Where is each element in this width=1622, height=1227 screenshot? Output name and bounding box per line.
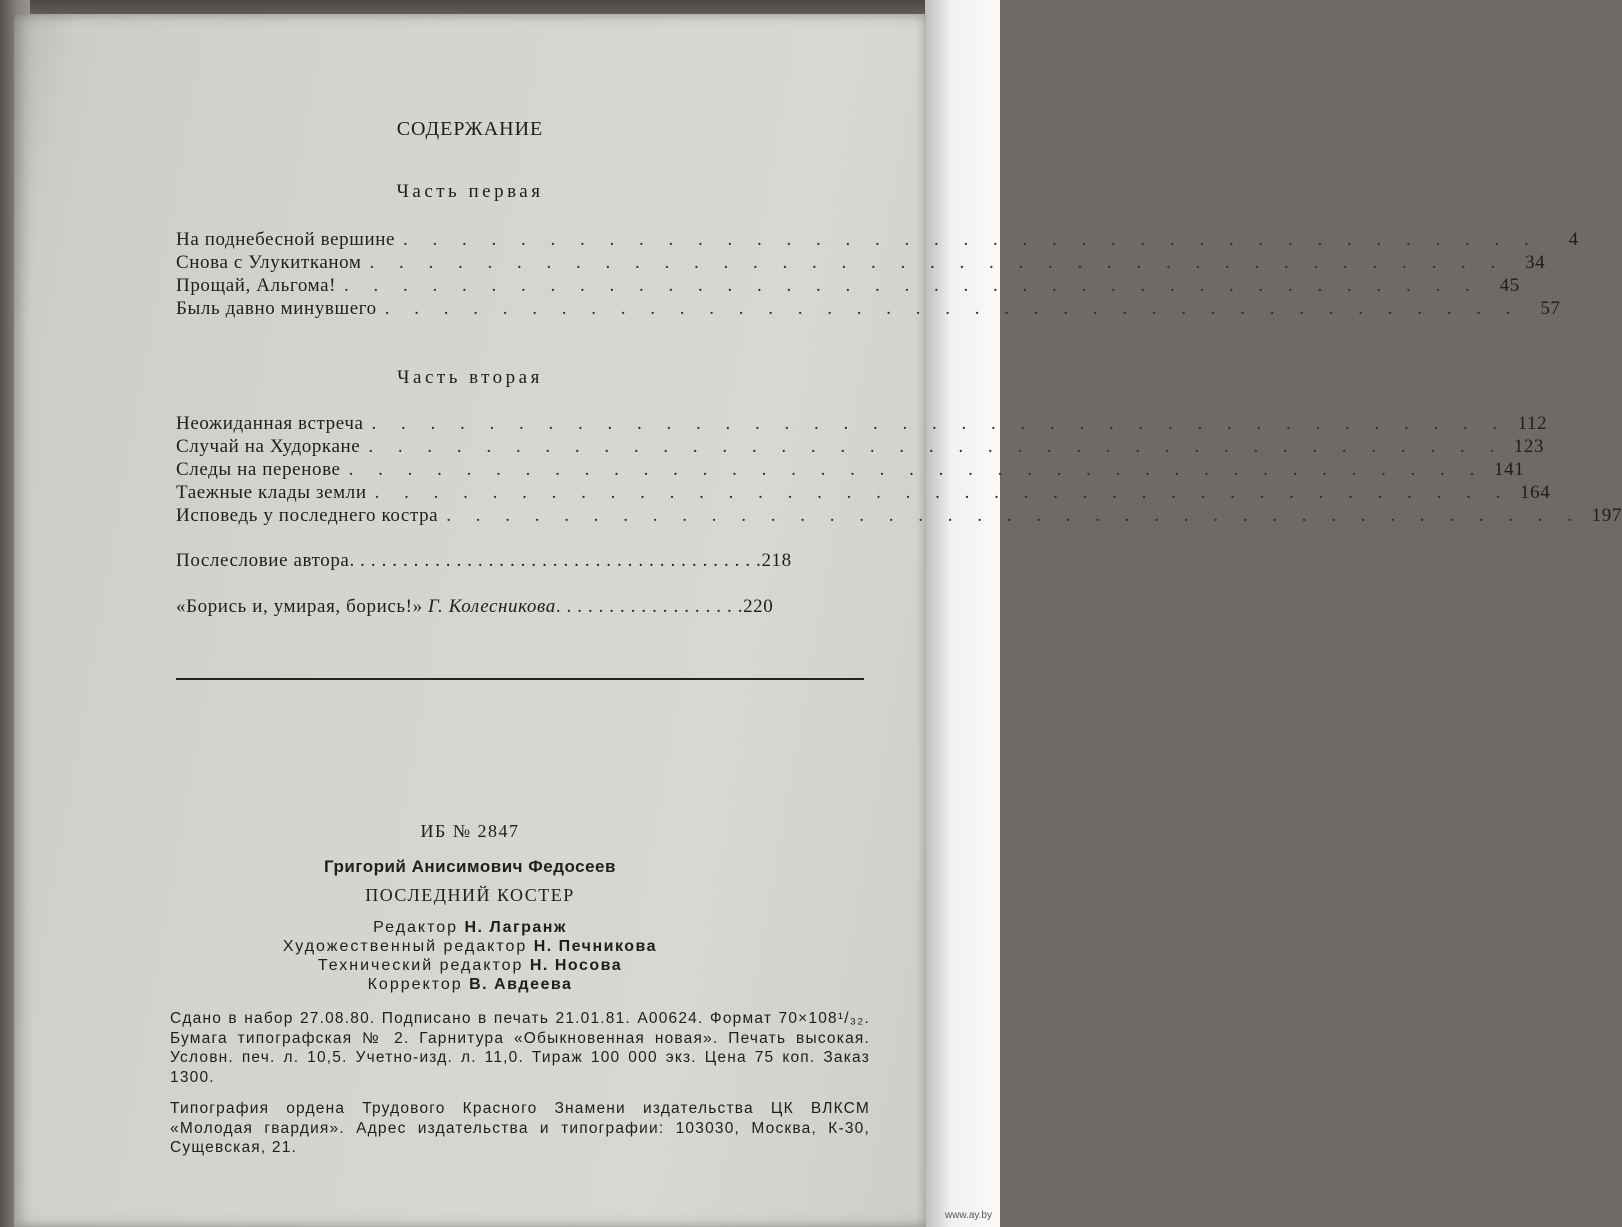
toc-entry-title: Исповедь у последнего костра <box>176 505 439 526</box>
toc-entry-afterword[interactable] <box>176 550 864 573</box>
toc-entry-title <box>176 596 556 618</box>
staff-name: Н. Печникова <box>533 938 658 955</box>
toc-entry-title: Следы на перенове <box>176 459 341 480</box>
part-two-heading: Часть вторая <box>397 367 543 388</box>
toc-entry[interactable] <box>176 298 1561 321</box>
toc-entry-page: 141 <box>1494 459 1525 480</box>
toc-entry[interactable] <box>176 229 1579 252</box>
toc-entry-page: 220 <box>743 596 774 617</box>
staff-proofreader <box>14 976 926 994</box>
page-title: СОДЕРЖАНИЕ <box>396 118 544 140</box>
toc-entry-title: Случай на Худоркане <box>176 436 361 457</box>
leader-dots: . . . . . . . . . . . . . . . . . . . . . . . . . . . . . . . . . . . . . . . <box>369 252 1506 273</box>
essay-title: «Борись и, умирая, борись!» <box>176 596 423 617</box>
facing-page <box>925 0 1000 1227</box>
toc-entry-title: Быль давно минувшего <box>176 298 377 319</box>
toc-entry-page: 218 <box>761 550 792 571</box>
staff-editor <box>14 919 926 937</box>
ib-number: ИБ № 2847 <box>420 821 520 841</box>
essay-author: Г. Колесникова <box>428 596 556 617</box>
toc-entry[interactable] <box>176 459 1525 482</box>
toc-entry-title: Снова с Улукитканом <box>176 252 362 273</box>
leader-dots: . . . . . . . . . . . . . . . . . . . . . . . . . . . . . . . . . . . . . . . <box>344 275 1480 296</box>
toc-entry[interactable] <box>176 436 1545 459</box>
toc-entry-page: 34 <box>1525 252 1546 273</box>
staff-name: Н. Носова <box>529 957 623 974</box>
leader-dots: . . . . . . . . . . . . . . . . . . . . . . . . . . . . . . . . . . . . . . . <box>384 298 1521 319</box>
toc-entry-title: Неожиданная встреча <box>176 413 364 434</box>
staff-role: Корректор <box>367 976 463 993</box>
toc-entry-title: На поднебесной вершине <box>176 229 396 250</box>
book-title: ПОСЛЕДНИЙ КОСТЕР <box>365 885 575 905</box>
watermark: www.ay.by <box>944 1210 992 1221</box>
leader-dots: . . . . . . . . . . . . . . . . . . . . . . . . . . . . . . . . . . . . . . . <box>446 505 1582 526</box>
staff-tech-editor <box>14 957 926 975</box>
leader-dots: . . . . . . . . . . . . . . . . . . . . . . . . . . . . . . . . . . . . . . . <box>403 229 1539 250</box>
essay-entry-block <box>176 596 864 619</box>
toc-entry-page: 57 <box>1540 298 1561 319</box>
staff-role: Технический редактор <box>317 957 524 974</box>
toc-entry-page: 197 <box>1591 505 1622 526</box>
staff-role: Редактор <box>373 919 459 936</box>
toc-entry-page: 112 <box>1517 413 1548 434</box>
leader-dots: . . . . . . . . . . . . . . . . . . . . . . . . . . . . . . . . . . . . . . . <box>371 413 1508 434</box>
toc-entry-title: Прощай, Альгома! <box>176 275 337 296</box>
leader-dots: . . . . . . . . . . . . . . . . . . . . . . . . . . . . . . . . . . . . . . . <box>349 550 762 571</box>
leader-dots: . . . . . . . . . . . . . . . . . . <box>555 596 744 617</box>
toc-entry-title: Послесловие автора <box>176 550 350 571</box>
toc-entry-page: 45 <box>1499 275 1520 296</box>
toc-entry-page: 4 <box>1568 229 1579 250</box>
toc-entry-page: 164 <box>1520 482 1551 503</box>
part-two-list <box>176 413 1622 528</box>
staff-role: Художественный редактор <box>282 938 528 955</box>
book-author: Григорий Анисимович Федосеев <box>324 857 616 876</box>
staff-name: Н. Лагранж <box>464 919 567 936</box>
toc-entry[interactable] <box>176 275 1520 298</box>
leader-dots: . . . . . . . . . . . . . . . . . . . . . . . . . . . . . . . . . . . . . . . <box>348 459 1485 480</box>
leader-dots: . . . . . . . . . . . . . . . . . . . . . . . . . . . . . . . . . . . . . . . <box>374 482 1511 503</box>
staff-art-editor <box>14 938 926 956</box>
toc-entry-page: 123 <box>1513 436 1545 457</box>
toc-entry[interactable] <box>176 482 1551 505</box>
toc-entry[interactable] <box>176 505 1622 528</box>
part-one-list <box>176 229 1579 321</box>
toc-entry-title: Таежные клады земли <box>176 482 367 503</box>
publication-details: Сдано в набор 27.08.80. Подписано в печать 21.01.81. А00624. Формат 70×108¹/₃₂. Бумага типографская № 2. Гарнитура «Обыкновенная новая». Печать высокая. Условн. печ. л. 10,5. Учетно-изд. л. 11,0. Тираж 100 000 экз. Цена 75 коп. Заказ 1300. <box>170 1010 870 1086</box>
afterword-entry-block <box>176 550 864 573</box>
toc-entry[interactable] <box>176 252 1546 275</box>
staff-name: В. Авдеева <box>469 976 573 993</box>
toc-entry-essay[interactable] <box>176 596 864 619</box>
printer-info: Типография ордена Трудового Красного Знамени издательства ЦК ВЛКСМ «Молодая гвардия». Адрес издательства и типографии: 103030, Москва, К-30, Сущевская, 21. <box>170 1100 870 1156</box>
toc-entry[interactable] <box>176 413 1548 436</box>
divider-rule <box>176 678 864 680</box>
leader-dots: . . . . . . . . . . . . . . . . . . . . . . . . . . . . . . . . . . . . . . . <box>368 436 1505 457</box>
part-one-heading: Часть первая <box>396 181 544 202</box>
